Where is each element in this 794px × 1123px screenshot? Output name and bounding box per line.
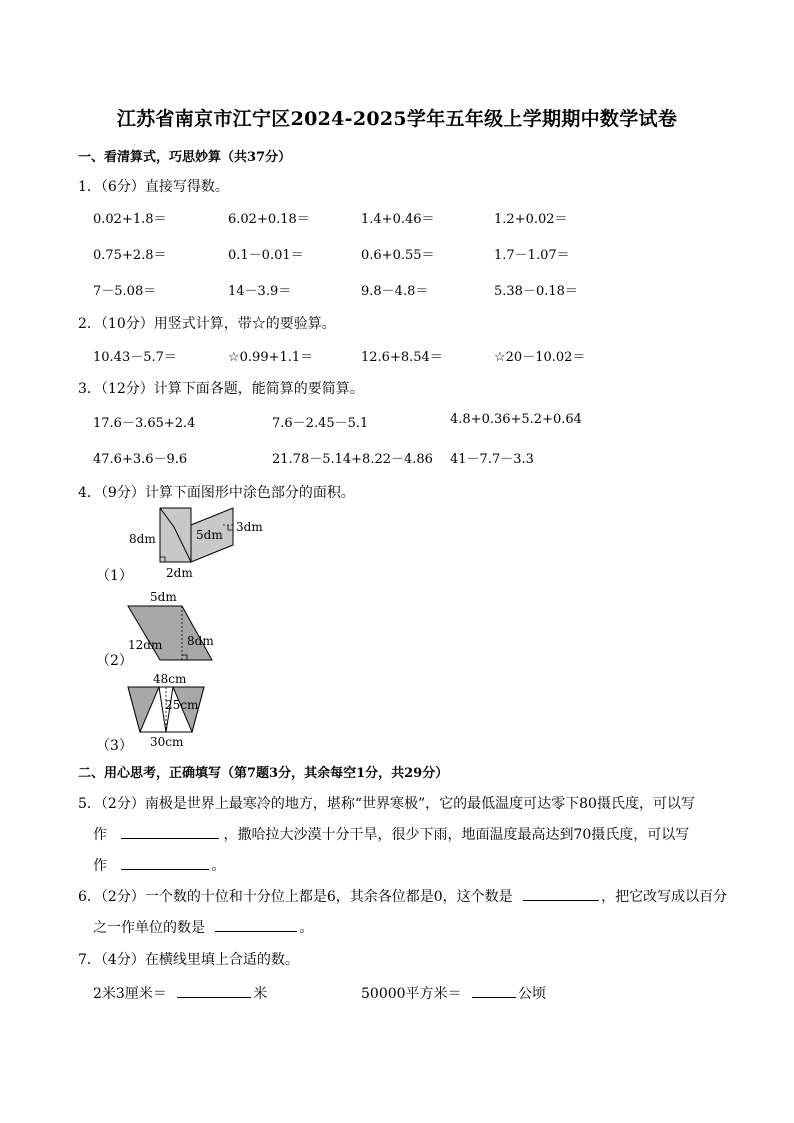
q5-line-2-end: ，撒哈拉大沙漠十分干旱，很少下雨，地面温度最高达到70摄氏度，可以写	[223, 827, 690, 843]
fig2-label-a: 5dm	[150, 590, 177, 604]
q3-expr: 21.78－5.14+8.22－4.86	[272, 452, 433, 467]
q3-expr: 4.8+0.36+5.2+0.64	[450, 412, 582, 427]
q5-answer-blank-1[interactable]	[121, 824, 219, 839]
q5-answer-blank-2[interactable]	[121, 855, 209, 870]
q1-expr: 9.8－4.8＝	[361, 284, 429, 299]
q7-item-1-unit: 米	[253, 986, 268, 1002]
fig2-number: （2）	[96, 653, 133, 669]
fig3-label-a: 48cm	[153, 672, 187, 686]
q1-expr: 0.75+2.8＝	[93, 248, 167, 263]
q2-stem: 2．（10分）用竖式计算，带☆的要验算。	[78, 316, 336, 332]
fig2-label-b: 12dm	[128, 638, 163, 652]
q1-expr: 0.6+0.55＝	[361, 248, 435, 263]
q7-item-2-unit: 公顷	[518, 986, 546, 1002]
q1-stem: 1．（6分）直接写得数。	[78, 179, 229, 195]
fig3-label-c: 30cm	[150, 735, 184, 749]
q7-item-1	[93, 983, 267, 1003]
page-title: 江苏省南京市江宁区2024-2025学年五年级上学期期中数学试卷	[116, 108, 678, 130]
q2-expr: ☆20－10.02＝	[494, 350, 586, 365]
section-1-heading: 一、看清算式，巧思妙算（共37分）	[78, 150, 292, 165]
q1-expr: 1.2+0.02＝	[494, 212, 568, 227]
q7-item-1-start: 2米3厘米＝	[93, 986, 167, 1002]
section-2-heading: 二、用心思考，正确填写（第7题3分，其余每空1分，共29分）	[78, 766, 449, 781]
q5-line-3-start: 作	[93, 858, 107, 874]
q1-expr: 0.02+1.8＝	[93, 212, 167, 227]
q7-answer-blank-2[interactable]	[472, 983, 516, 998]
q6-line-1-end: ，把它改写成以百分	[601, 889, 728, 905]
q7-stem: 7．（4分）在横线里填上合适的数。	[78, 952, 299, 968]
q3-expr: 47.6+3.6－9.6	[93, 452, 188, 467]
q1-expr: 14－3.9＝	[228, 284, 292, 299]
q7-answer-blank-1[interactable]	[177, 983, 251, 998]
fig1-label-c: 3dm	[236, 520, 263, 534]
q1-expr: 5.38－0.18＝	[494, 284, 578, 299]
fig1-label-d: 2dm	[166, 566, 193, 580]
q5-line-1: 5．（2分）南极是世界上最寒冷的地方，堪称“世界寒极”，它的最低温度可达零下80摄氏度，可以写	[78, 796, 695, 812]
fig3-label-b: 25cm	[165, 698, 199, 712]
q1-expr: 7－5.08＝	[93, 284, 157, 299]
fig2-label-c: 8dm	[187, 634, 214, 648]
fig1-shaded-rectangle	[160, 508, 191, 562]
q3-expr: 7.6－2.45－5.1	[272, 416, 369, 431]
fig1-label-a: 8dm	[129, 532, 156, 546]
q6-line-1	[78, 886, 727, 906]
q1-expr: 1.4+0.46＝	[361, 212, 435, 227]
q4-stem: 4．（9分）计算下面图形中涂色部分的面积。	[78, 485, 355, 501]
q5-line-2-start: 作	[93, 827, 107, 843]
q2-expr: ☆0.99+1.1＝	[228, 350, 314, 365]
q6-line-2	[93, 917, 313, 937]
q3-stem: 3．（12分）计算下面各题，能简算的要简算。	[78, 381, 364, 397]
q6-line-1-start: 6．（2分）一个数的十位和十分位上都是6，其余各位都是0，这个数是	[78, 889, 513, 905]
fig1-number: （1）	[96, 568, 133, 584]
q3-expr: 17.6－3.65+2.4	[93, 416, 196, 431]
q5-line-2	[93, 824, 689, 844]
q2-expr: 10.43－5.7＝	[93, 350, 177, 365]
q6-answer-blank-2[interactable]	[215, 917, 297, 932]
q7-item-2-start: 50000平方米＝	[361, 986, 462, 1002]
q1-expr: 0.1－0.01＝	[228, 248, 304, 263]
q5-line-3	[93, 855, 225, 875]
q2-expr: 12.6+8.54＝	[361, 350, 443, 365]
q1-expr: 1.7－1.07＝	[494, 248, 570, 263]
fig1-label-b: 5dm	[196, 528, 223, 542]
q6-line-2-start: 之一作单位的数是	[93, 920, 205, 936]
q5-line-3-end: 。	[211, 858, 226, 874]
q6-line-2-end: 。	[299, 920, 314, 936]
q1-expr: 6.02+0.18＝	[228, 212, 310, 227]
q3-expr: 41－7.7－3.3	[450, 452, 534, 467]
fig3-number: （3）	[96, 738, 133, 754]
q7-item-2	[361, 983, 546, 1003]
q6-answer-blank-1[interactable]	[523, 886, 599, 901]
